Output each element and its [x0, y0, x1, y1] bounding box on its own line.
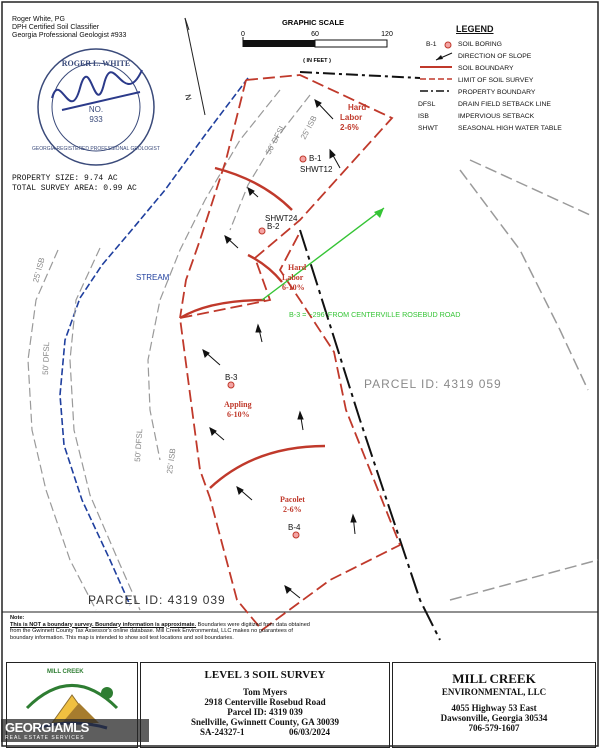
legend-item [418, 100, 598, 110]
boring-label-b4: B-4 [288, 523, 301, 532]
company-city: Dawsonville, Georgia 30534 [440, 713, 548, 723]
watermark-main: GEORGIAMLS [5, 720, 89, 735]
boring-label-b2: B-2 [267, 222, 280, 231]
graphic-scale [243, 37, 387, 47]
watermark-sub: REAL ESTATE SERVICES [5, 735, 85, 741]
stream-label: STREAM [136, 273, 170, 282]
scale-title: GRAPHIC SCALE [281, 18, 345, 27]
setback-label: 25' ISB [298, 114, 319, 141]
legend-title: LEGEND [456, 24, 494, 34]
legend-item [418, 64, 598, 74]
geologist-number: Georgia Professional Geologist #933 [12, 32, 127, 39]
legend-text: LIMIT OF SOIL SURVEY [458, 77, 534, 84]
scale-tick-120: 120 [381, 31, 393, 38]
property-stats [12, 174, 137, 194]
legend-key: DFSL [418, 101, 436, 108]
legend-item [418, 40, 598, 50]
boring-label-b3: B-3 [225, 373, 238, 382]
setback-label: 50' DFSL [41, 341, 52, 376]
geologist-cert: DPH Certified Soil Classifier [12, 24, 100, 31]
company-address: 4055 Highway 53 East [451, 703, 537, 713]
soil-boundaries [180, 168, 325, 488]
legend-text: DRAIN FIELD SETBACK LINE [458, 101, 551, 108]
legend-item [418, 124, 598, 134]
title-block [0, 658, 600, 748]
note-body: Boundaries were digitized from data obtained from the Gwinnett County Tax Assessor's online database. Mill Creek Environmental, LLC makes no guarantees of boundary information. This map is intended to show soil test locations and soil boundaries. [10, 621, 310, 641]
slope-arrows [203, 100, 356, 598]
note-underlined: This is NOT a boundary survey. Boundary information is approximate. [10, 621, 197, 628]
legend-key: B-1 [426, 41, 437, 48]
north-arrow [185, 18, 205, 115]
legend-key [418, 88, 454, 98]
legend-key: ISB [418, 113, 429, 120]
note-label: Note: [10, 615, 25, 621]
survey-title: LEVEL 3 SOIL SURVEY [204, 669, 326, 681]
disclaimer-note [10, 615, 310, 641]
boring-shwt-b2: SHWT24 [265, 214, 298, 223]
parcel-id: Parcel ID: 4319 039 [227, 707, 303, 717]
company-box [392, 662, 596, 748]
client-name: Tom Myers [243, 687, 287, 697]
survey-limit [180, 75, 400, 630]
site-address: 2918 Centerville Rosebud Road [204, 697, 326, 707]
svg-text:ROGER L. WHITE: ROGER L. WHITE [61, 59, 131, 68]
north-label: N [183, 93, 194, 102]
logo-box [6, 662, 138, 748]
parcel-id-bottom: PARCEL ID: 4319 039 [88, 593, 226, 607]
boring-label-b1: B-1 [309, 154, 322, 163]
georgia-mls-watermark [1, 719, 149, 742]
svg-text:NO.: NO. [88, 105, 104, 114]
site-city: Snellville, Gwinnett County, GA 30039 [190, 717, 340, 727]
geologist-seal [32, 49, 160, 165]
job-number: SA-24327-1 [199, 727, 245, 737]
legend-text: DIRECTION OF SLOPE [458, 53, 532, 60]
soil-label-3: Appling 6-10% [224, 400, 252, 419]
logo-text: MILL CREEK [47, 669, 84, 675]
survey-date: 06/03/2024 [288, 727, 330, 737]
legend-text: SEASONAL HIGH WATER TABLE [458, 125, 562, 132]
legend-item [418, 112, 598, 122]
parcel-id-right: PARCEL ID: 4319 059 [364, 377, 502, 391]
legend-text: SOIL BORING [458, 41, 502, 48]
geologist-header [12, 16, 126, 40]
property-size: PROPERTY SIZE: 9.74 AC [12, 174, 118, 183]
scale-tick-0: 0 [241, 31, 245, 38]
legend-key: SHWT [418, 125, 439, 132]
setback-label: 25' ISB [165, 447, 178, 475]
legend-item [418, 76, 598, 86]
soil-label-2: Hard Labor 6-10% [282, 263, 307, 292]
setback-label: 50' DFSL [133, 428, 145, 463]
scale-tick-60: 60 [311, 31, 319, 38]
legend-text: IMPERVIOUS SETBACK [458, 113, 535, 120]
setback-label: 50' DFSL [263, 122, 288, 156]
svg-text:GEORGIA REGISTERED PROFESSIONA: GEORGIA REGISTERED PROFESSIONAL GEOLOGIST [32, 146, 160, 152]
company-phone: 706-579-1607 [468, 723, 520, 733]
legend-key [418, 52, 454, 62]
legend-item [418, 52, 598, 62]
setback-lines [28, 90, 310, 610]
survey-info-box [140, 662, 390, 748]
soil-label-1: Hard Labor 2-6% [340, 103, 367, 132]
stream-line [60, 78, 248, 605]
scale-unit: ( IN FEET ) [303, 58, 331, 64]
legend-text: PROPERTY BOUNDARY [458, 89, 536, 96]
geologist-name: Roger White, PG [12, 16, 65, 23]
boring-shwt-b1: SHWT12 [300, 165, 333, 174]
legend-text: SOIL BOUNDARY [458, 65, 514, 72]
setback-label: 25' ISB [31, 256, 47, 284]
svg-text:933: 933 [89, 115, 103, 124]
company-sub: ENVIRONMENTAL, LLC [441, 687, 547, 697]
legend-item [418, 88, 598, 98]
b3-distance-label: B-3 = ~296' FROM CENTERVILLE ROSEBUD ROAD [289, 310, 461, 319]
legend-key [418, 64, 454, 74]
company-name: MILL CREEK [452, 671, 536, 686]
legend-key [418, 76, 454, 86]
soil-label-4: Pacolet 2-6% [280, 495, 305, 514]
survey-area: TOTAL SURVEY AREA: 0.99 AC [12, 184, 137, 193]
